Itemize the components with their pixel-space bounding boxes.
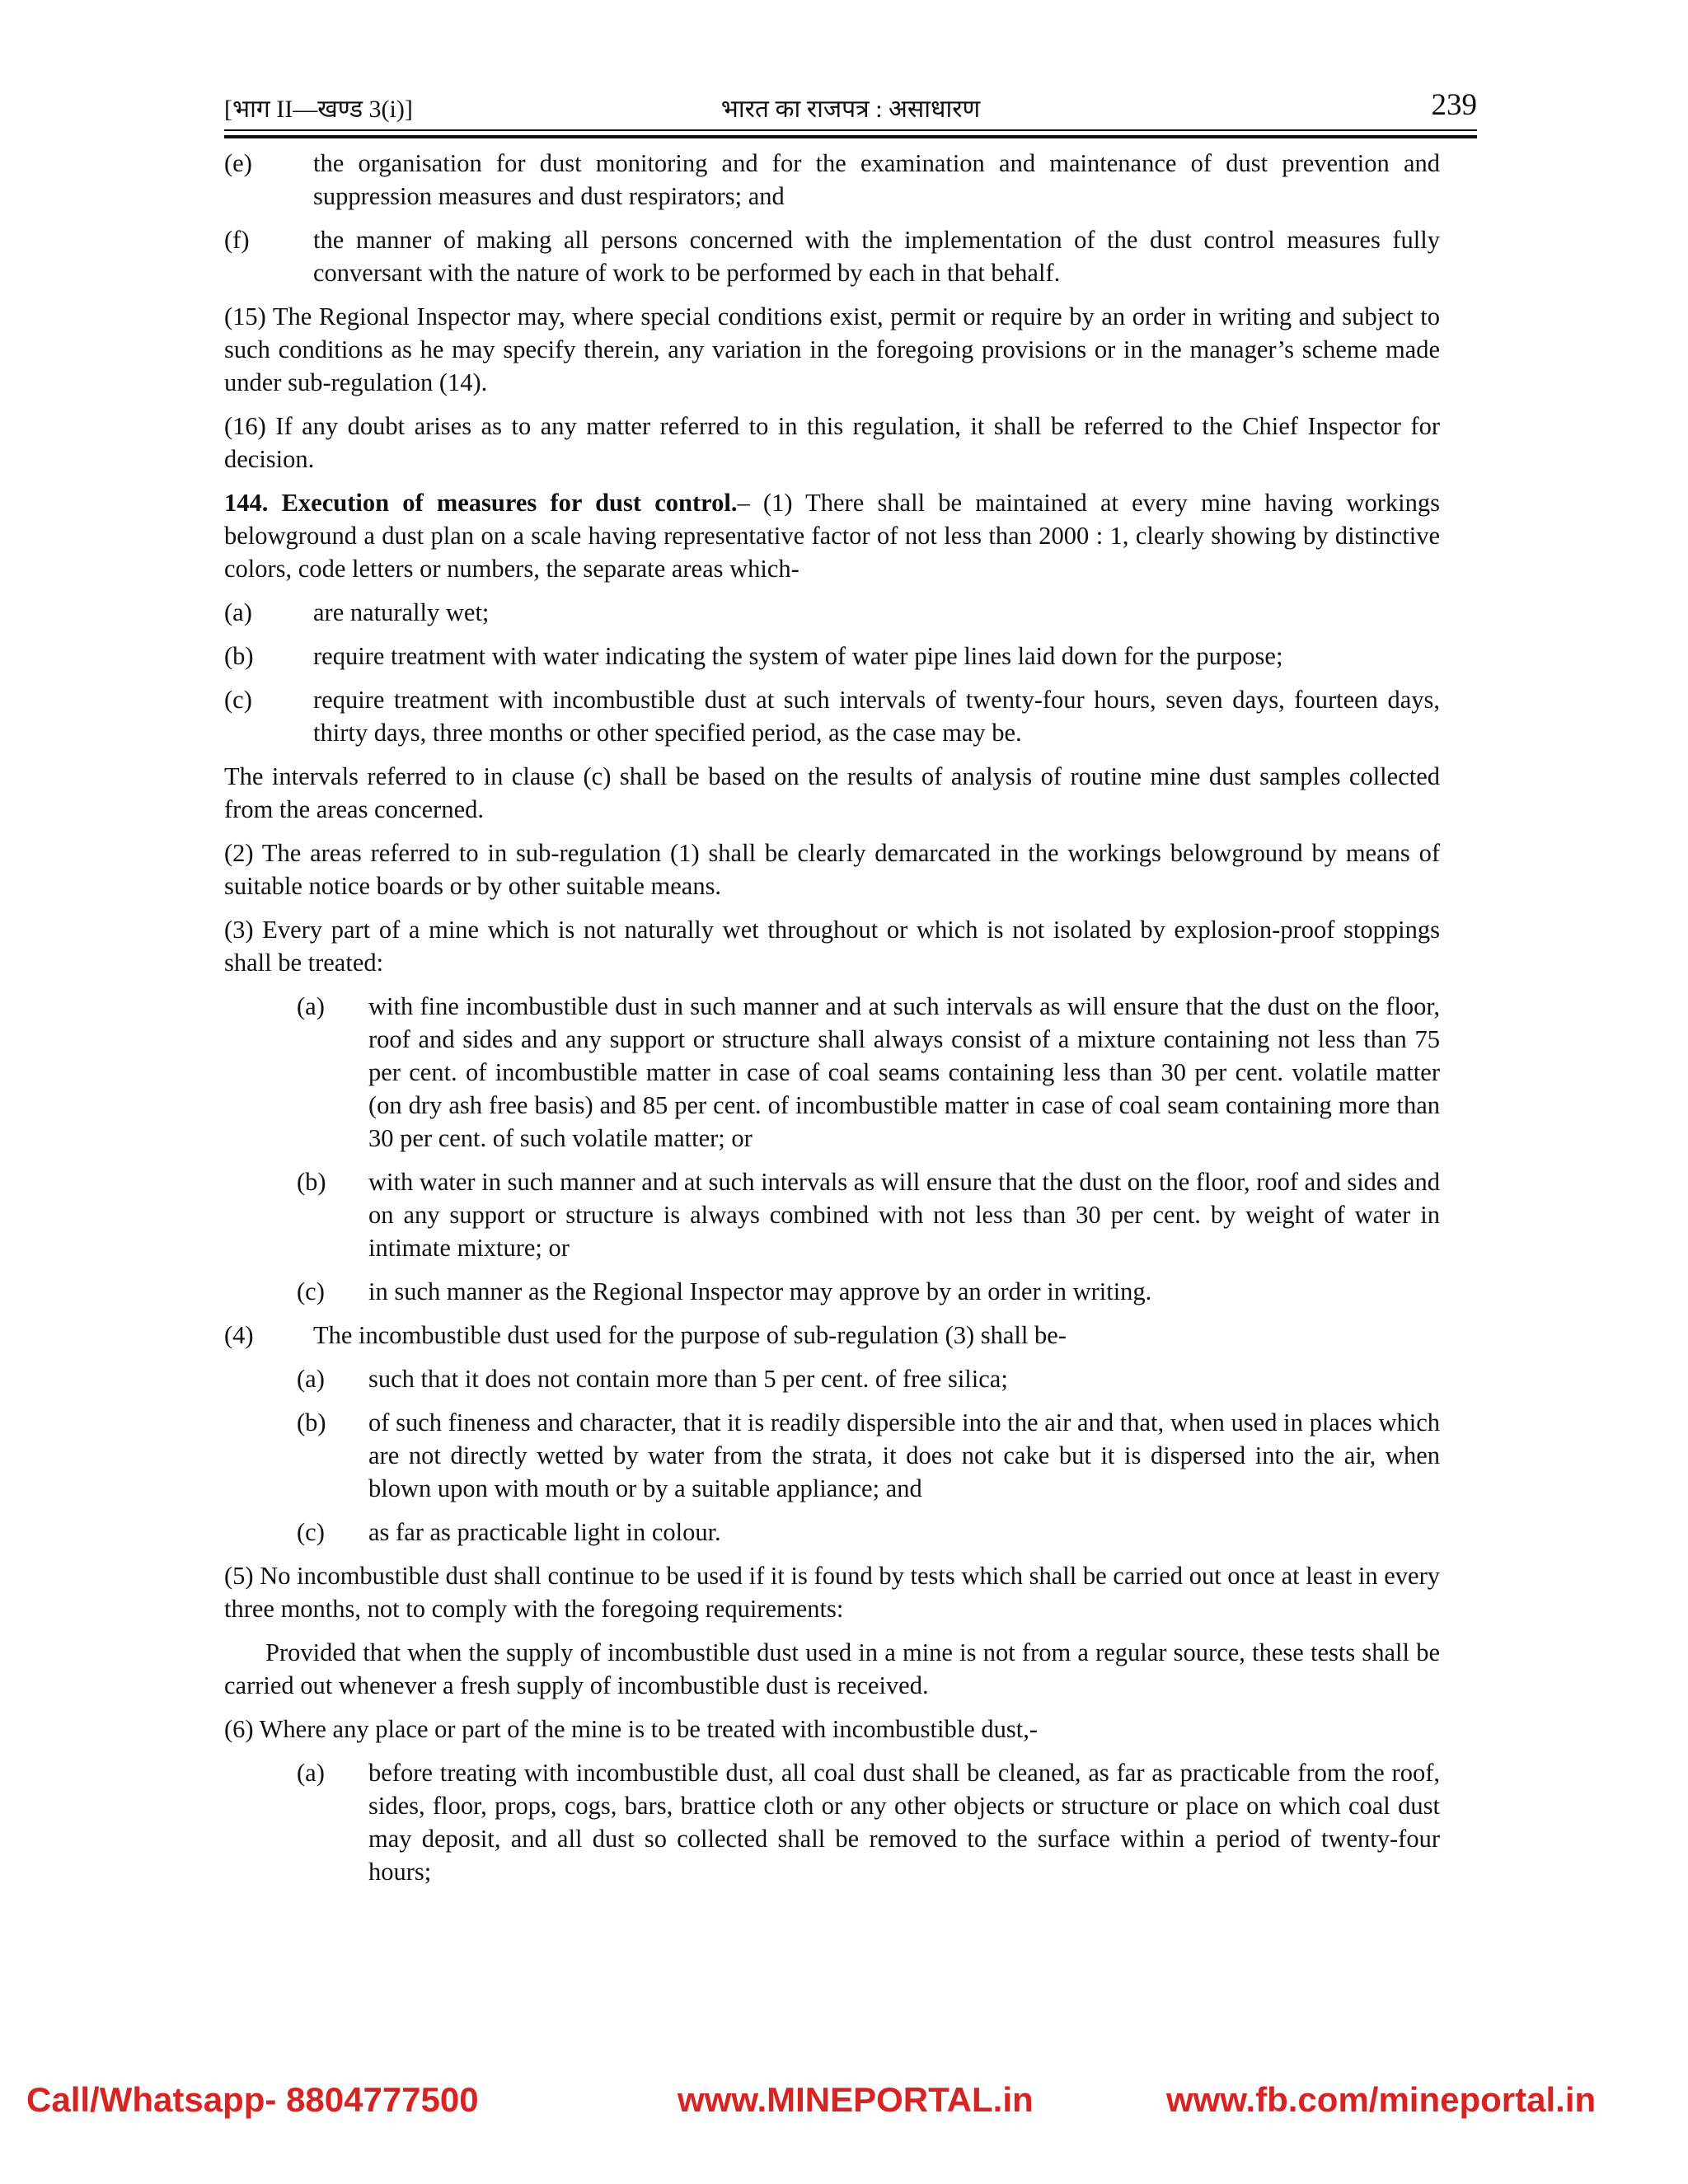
footer-banner	[0, 2080, 1688, 2130]
sub-regulation-3-item-b: (b) with water in such manner and at such intervals as will ensure that the dust on the floor, roof and sides and on any support or structure is always combined with not less than 30 per cent. by weight of water in intimate mixture; or	[297, 1168, 1440, 1262]
sub-regulation-2: (2) The areas referred to in sub-regulation (1) shall be clearly demarcated in the workings belowground by means of suitable notice boards or by other suitable means.	[224, 839, 1440, 900]
page-header	[224, 88, 1477, 126]
intervals-paragraph: The intervals referred to in clause (c) shall be based on the results of analysis of routine mine dust samples collected from the areas concerned.	[224, 762, 1440, 823]
sub-regulation-4-item-c: (c) as far as practicable light in colour.	[297, 1518, 721, 1546]
page-number: 239	[1431, 88, 1477, 122]
header-rule-thick	[224, 135, 1477, 138]
sub-regulation-4-item-a: (a) such that it does not contain more than 5 per cent. of free silica;	[297, 1365, 1008, 1393]
sub-regulation-3-item-a: (a) with fine incombustible dust in such manner and at such intervals as will ensure that the dust on the floor, roof and sides and any support or structure shall always consist of a mixture containing not less than 75 per cent. of incombustible matter in case of coal seams containing less than 30 per cent. volatile matter (on dry ash free basis) and 85 per cent. of incombustible matter in case of coal seam containing more than 30 per cent. of such volatile matter; or	[297, 992, 1440, 1152]
sub-regulation-15: (15) The Regional Inspector may, where special conditions exist, permit or require by an order in writing and subject to such conditions as he may specify therein, any variation in the foregoing provisions or in the manager’s scheme made under sub-regulation (14).	[224, 302, 1440, 396]
section-144-item-b: (b) require treatment with water indicating the system of water pipe lines laid down for the purpose;	[224, 642, 1283, 670]
proviso: Provided that when the supply of incombustible dust used in a mine is not from a regular source, these tests shall be carried out whenever a fresh supply of incombustible dust is received.	[224, 1638, 1440, 1699]
sub-regulation-3-item-c: (c) in such manner as the Regional Inspector may approve by an order in writing.	[297, 1277, 1152, 1305]
document-body	[224, 147, 1440, 1899]
section-144-item-a: (a) are naturally wet;	[224, 598, 490, 626]
footer-phone: Call/Whatsapp- 8804777500	[26, 2080, 479, 2119]
gazette-title: भारत का राजपत्र : असाधारण	[720, 96, 981, 123]
sub-regulation-4: (4) The incombustible dust used for the purpose of sub-regulation (3) shall be-	[224, 1321, 1067, 1349]
sub-regulation-16: (16) If any doubt arises as to any matter referred to in this regulation, it shall be referred to the Chief Inspector for decision.	[224, 412, 1440, 473]
section-144: 144. Execution of measures for dust control.– (1) There shall be maintained at every mine having workings belowground a dust plan on a scale having representative factor of not less than 2000 : 1, clearly showing by distinctive colors, code letters or numbers, the separate areas which-	[224, 489, 1440, 583]
sub-regulation-4-item-b: (b) of such fineness and character, that it is readily dispersible into the air and that, when used in places which are not directly wetted by water from the strata, it does not cake but it is dispersed into the air, when blown upon with mouth or by a suitable appliance; and	[297, 1408, 1440, 1502]
section-heading: 144. Execution of measures for dust control.	[224, 489, 738, 517]
clause-f: (f) the manner of making all persons concerned with the implementation of the dust control measures fully conversant with the nature of work to be performed by each in that behalf.	[224, 226, 1440, 287]
section-144-item-c: (c) require treatment with incombustible dust at such intervals of twenty-four hours, seven days, fourteen days, thirty days, three months or other specified period, as the case may be.	[224, 686, 1440, 747]
gazette-part: [भाग II—खण्ड 3(i)]	[224, 96, 413, 123]
sub-regulation-6-item-a: (a) before treating with incombustible dust, all coal dust shall be cleaned, as far as practicable from the roof, sides, floor, props, cogs, bars, brattice cloth or any other objects or structure or place on which coal dust may deposit, and all dust so collected shall be removed to the surface within a period of twenty-four hours;	[297, 1759, 1440, 1886]
sub-regulation-5: (5) No incombustible dust shall continue to be used if it is found by tests which shall be carried out once at least in every three months, not to comply with the foregoing requirements:	[224, 1562, 1440, 1623]
footer-website-link[interactable]: www.MINEPORTAL.in	[678, 2080, 1034, 2119]
footer-facebook-link[interactable]: www.fb.com/mineportal.in	[1166, 2080, 1597, 2119]
header-rule-thin	[224, 129, 1477, 131]
sub-regulation-6: (6) Where any place or part of the mine is to be treated with incombustible dust,-	[224, 1715, 1038, 1743]
sub-regulation-3: (3) Every part of a mine which is not naturally wet throughout or which is not isolated by explosion-proof stoppings shall be treated:	[224, 916, 1440, 977]
clause-e: (e) the organisation for dust monitoring and for the examination and maintenance of dust prevention and suppression measures and dust respirators; and	[224, 149, 1440, 210]
